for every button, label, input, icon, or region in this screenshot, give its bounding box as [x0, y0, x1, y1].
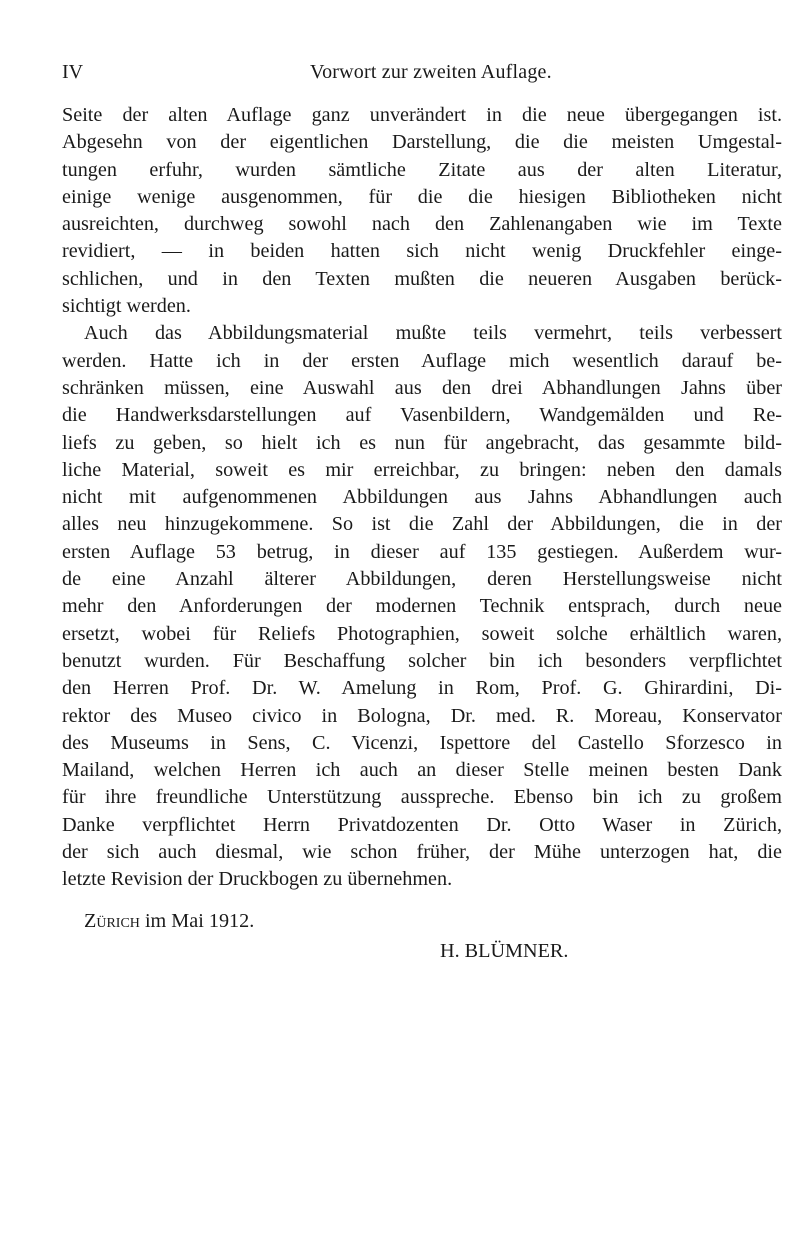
text-line: Mailand, welchen Herren ich auch an dieser Stelle meinen besten Dank [62, 759, 782, 782]
text-line: Auch das Abbildungsmaterial mußte teils vermehrt, teils verbessert [84, 322, 782, 345]
text-line: für ihre freundliche Unterstützung ausspreche. Ebenso bin ich zu großem [62, 786, 782, 809]
text-line: de eine Anzahl älterer Abbildungen, deren Herstellungsweise nicht [62, 568, 782, 591]
text-line: Abgesehn von der eigentlichen Darstellung, die die meisten Umgestal- [62, 131, 782, 154]
text-line: sichtigt werden. [62, 295, 191, 318]
text-line: schlichen, und in den Texten mußten die neueren Ausgaben berück- [62, 267, 782, 290]
text-line: liefs zu geben, so hielt ich es nun für angebracht, das gesammte bild- [62, 431, 782, 454]
text-line: schränken müssen, eine Auswahl aus den drei Abhandlungen Jahns über [62, 376, 782, 399]
text-line: ersetzt, wobei für Reliefs Photographien, soweit solche erhältlich waren, [62, 622, 782, 645]
text-line: tungen erfuhr, wurden sämtliche Zitate aus der alten Literatur, [62, 158, 782, 181]
text-line: rektor des Museo civico in Bologna, Dr. med. R. Moreau, Konservator [62, 704, 782, 727]
preface-body [62, 102, 782, 894]
text-line: alles neu hinzugekommene. So ist die Zahl der Abbildungen, die in der [62, 513, 782, 536]
text-line: ausreichten, durchweg sowohl nach den Zahlenangaben wie im Texte [62, 213, 782, 236]
place-date [84, 908, 254, 935]
text-line: den Herren Prof. Dr. W. Amelung in Rom, Prof. G. Ghirardini, Di- [62, 677, 782, 700]
author-signature: H. BLÜMNER. [440, 940, 569, 962]
place: Zürich [84, 910, 140, 932]
text-line: werden. Hatte ich in der ersten Auflage mich wesentlich darauf be- [62, 349, 782, 372]
running-head-title: Vorwort zur zweiten Auflage. [310, 61, 552, 83]
signoff [62, 908, 782, 968]
text-line: Seite der alten Auflage ganz unverändert in die neue übergegangen ist. [62, 104, 782, 126]
text-line: benutzt wurden. Für Beschaffung solcher bin ich besonders verpflichtet [62, 649, 782, 672]
text-line: mehr den Anforderungen der modernen Technik entsprach, durch neue [62, 595, 782, 618]
text-line: der sich auch diesmal, wie schon früher, der Mühe unterzogen hat, die [62, 841, 782, 864]
text-line: revidiert, — in beiden hatten sich nicht wenig Druckfehler einge- [62, 240, 782, 263]
text-line: Danke verpflichtet Herrn Privatdozenten Dr. Otto Waser in Zürich, [62, 813, 782, 836]
date: im Mai 1912. [144, 910, 255, 932]
text-line: ersten Auflage 53 betrug, in dieser auf 135 gestiegen. Außerdem wur- [62, 540, 782, 563]
text-line: einige wenige ausgenommen, für die die hiesigen Bibliotheken nicht [62, 185, 782, 208]
page-number: IV [62, 61, 84, 83]
text-line: nicht mit aufgenommenen Abbildungen aus Jahns Abhandlungen auch [62, 486, 782, 509]
running-head [62, 60, 782, 84]
text-line: des Museums in Sens, C. Vicenzi, Ispettore del Castello Sforzesco in [62, 731, 782, 754]
text-line: liche Material, soweit es mir erreichbar, zu bringen: neben den damals [62, 458, 782, 481]
text-line: die Handwerksdarstellungen auf Vasenbildern, Wandgemälden und Re- [62, 404, 782, 427]
text-line: letzte Revision der Druckbogen zu übernehmen. [62, 868, 453, 891]
